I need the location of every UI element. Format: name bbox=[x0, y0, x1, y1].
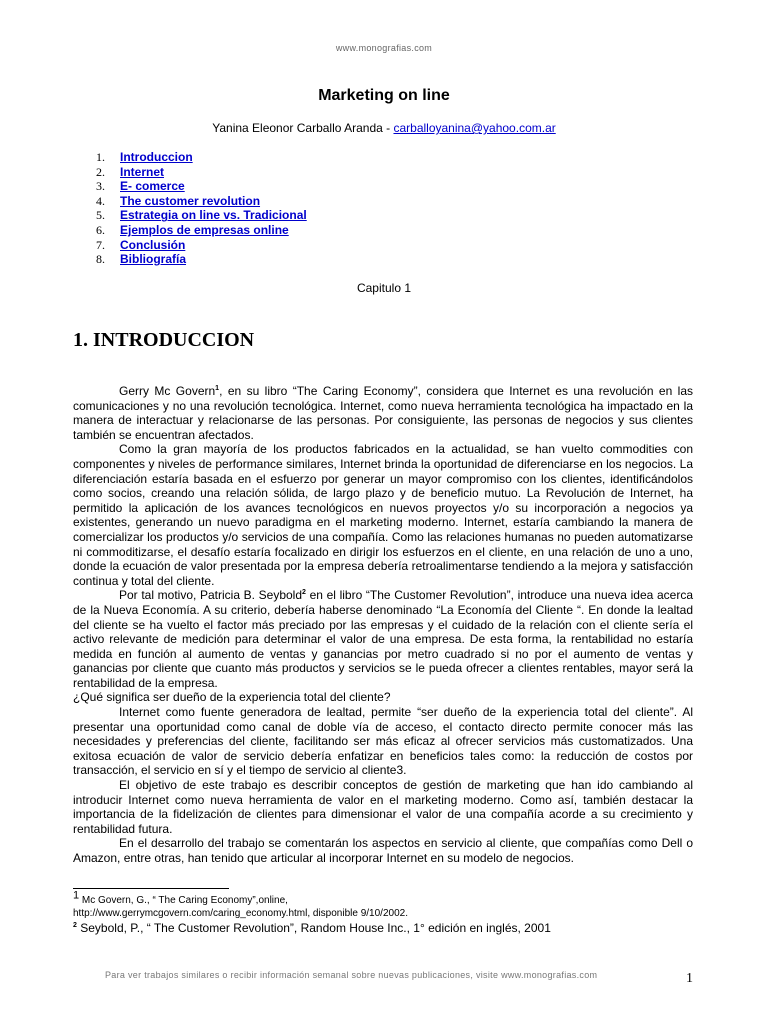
table-of-contents bbox=[96, 150, 307, 267]
toc-link-estrategia[interactable]: Estrategia on line vs. Tradicional bbox=[120, 208, 307, 223]
footnote-divider bbox=[73, 888, 229, 889]
paragraph-text: Por tal motivo, Patricia B. Seybold bbox=[119, 588, 303, 603]
body-text bbox=[73, 384, 693, 866]
document-title: Marketing on line bbox=[318, 87, 450, 104]
chapter-label: Capitulo 1 bbox=[356, 281, 412, 295]
author-line bbox=[0, 121, 768, 135]
toc-link-bibliografia[interactable]: Bibliografía bbox=[120, 252, 187, 267]
toc-item bbox=[96, 238, 307, 253]
header-site-url: www.monografias.com bbox=[335, 43, 433, 53]
toc-number: 7. bbox=[96, 237, 105, 252]
toc-number: 8. bbox=[96, 252, 105, 267]
toc-item bbox=[96, 208, 307, 223]
footnote-ref: 2 bbox=[302, 589, 306, 597]
paragraph-text: en el libro “The Customer Revolution”, introduce una nueva idea acerca de la Nueva Economía. A su criterio, debería haberse denominado “La Economía del Cliente “. En donde la lealtad del cliente se ha vuelto el factor más preciado por las empresas y el cuidado de la relación con el cliente sería el activo relevante de medición para determinar el valor de una empresa. De esta forma, la rentabilidad no estaría medida en función al aumento de ventas y ganancias por metro cuadrado si no por el aumento de ventas y ganancias por cliente que cuanto más productos y servicios se le pueda ofrecer a clientes rentables, mayor será la rentabilidad de la empresa. bbox=[73, 588, 693, 690]
toc-link-e-comerce[interactable]: E- comerce bbox=[120, 179, 185, 194]
toc-number: 2. bbox=[96, 164, 105, 179]
toc-link-introduccion[interactable]: Introduccion bbox=[120, 150, 193, 164]
paragraph bbox=[73, 384, 693, 442]
paragraph-text: , en su libro “The Caring Economy”, considera que Internet es una revolución en las comunicaciones y no una revolución tecnológica. Internet, como nueva herramienta tecnológica ha impactado en la manera de interactuar y relacionarse de las personas. Por consiguiente, las personas de negocios y sus clientes también se encuentran afectados. bbox=[73, 384, 693, 442]
toc-number: 3. bbox=[96, 179, 105, 194]
toc-link-customer-revolution[interactable]: The customer revolution bbox=[120, 193, 261, 208]
toc-link-conclusion[interactable]: Conclusión bbox=[120, 237, 186, 252]
paragraph: En el desarrollo del trabajo se comentarán los aspectos en servicio al cliente, que compañías como Dell o Amazon, entre otras, han tenido que articular al incorporar Internet en su modelo de negocios. bbox=[73, 836, 693, 865]
toc-number: 5. bbox=[96, 208, 105, 223]
toc-item bbox=[96, 194, 307, 209]
paragraph: Como la gran mayoría de los productos fabricados en la actualidad, se han vuelto commodities con componentes y niveles de performance similares, Internet brinda la oportunidad de diferenciarse en los negocios. La diferenciación estaría basada en el esfuerzo por generar un mayor compromiso con los clientes, identificándolos como socios, creando una relación sólida, de largo plazo y de beneficio mutuo. La Revolución de Internet, ha permitido la aplicación de los avances tecnológicos en nuevos proyectos y/o su incorporación a negocios ya existentes, generando un nuevo paradigma en el marketing moderno. Internet, estaría cambiando la manera de comercializar los productos y/o servicios de una compañía. Como las relaciones humanas no pueden automatizarse ni commoditizarse, el desafío estaría focalizado en dirigir los esfuerzos en el cliente, en una relación de uno a uno, donde la ecuación de valor presentada por la empresa debería retroalimentarse tendiendo a la mejora y satisfacción continua y total del cliente. bbox=[73, 442, 693, 588]
footnotes bbox=[73, 889, 693, 935]
toc-item bbox=[96, 150, 307, 165]
footnote-1-url: http://www.gerrymcgovern.com/caring_economy.html, disponible 9/10/2002. bbox=[73, 908, 408, 919]
question-line: ¿Qué significa ser dueño de la experiencia total del cliente? bbox=[73, 690, 391, 705]
footnote-text: Seybold, P., “ The Customer Revolution”, Random House Inc., 1° edición en inglés, 2001 bbox=[80, 921, 551, 935]
author-email-link[interactable]: carballoyanina@yahoo.com.ar bbox=[393, 121, 556, 135]
toc-number: 4. bbox=[96, 193, 105, 208]
toc-link-ejemplos[interactable]: Ejemplos de empresas online bbox=[120, 222, 289, 237]
page-number: 1 bbox=[686, 971, 693, 986]
footer-text: Para ver trabajos similares o recibir información semanal sobre nuevas publicaciones, visite www.monografias.com bbox=[105, 970, 598, 980]
toc-item bbox=[96, 252, 307, 267]
paragraph: Internet como fuente generadora de lealtad, permite “ser dueño de la experiencia total del cliente”. Al presentar una oportunidad como canal de doble vía de acceso, el contacto directo permite conocer más las necesidades y preferencias del cliente, facilitando ser más eficaz al ofrecer servicios más customatizados. Una exitosa ecuación de valor de servicio debería enfatizar en beneficios tales como: la reducción de costos por transacción, el servicio en sí y el tiempo de servicio al cliente3. bbox=[73, 705, 693, 778]
section-heading: 1. INTRODUCCION bbox=[73, 329, 255, 351]
footnote-1 bbox=[73, 889, 693, 907]
footnote-mark: 1 bbox=[73, 889, 80, 902]
paragraph: El objetivo de este trabajo es describir conceptos de gestión de marketing que han ido cambiando al introducir Internet como nueva herramienta de valor en el marketing moderno. Como así, también destacar la importancia de la fidelización de clientes para dimensionar el valor de una compañía acorde a su crecimiento y rentabilidad futura. bbox=[73, 778, 693, 836]
footnote-mark: 2 bbox=[73, 922, 77, 929]
footnote-2 bbox=[73, 922, 693, 935]
author-name: Yanina Eleonor Carballo Aranda - bbox=[212, 121, 391, 135]
paragraph bbox=[73, 588, 693, 690]
toc-item bbox=[96, 223, 307, 238]
toc-number: 1. bbox=[96, 150, 105, 164]
footnote-text: Mc Govern, G., “ The Caring Economy”,online, bbox=[81, 895, 288, 906]
paragraph-text: Gerry Mc Govern bbox=[119, 384, 216, 398]
footnote-ref: 1 bbox=[215, 385, 220, 392]
toc-item bbox=[96, 165, 307, 180]
toc-item bbox=[96, 179, 307, 194]
toc-link-internet[interactable]: Internet bbox=[120, 164, 165, 179]
toc-number: 6. bbox=[96, 222, 105, 237]
